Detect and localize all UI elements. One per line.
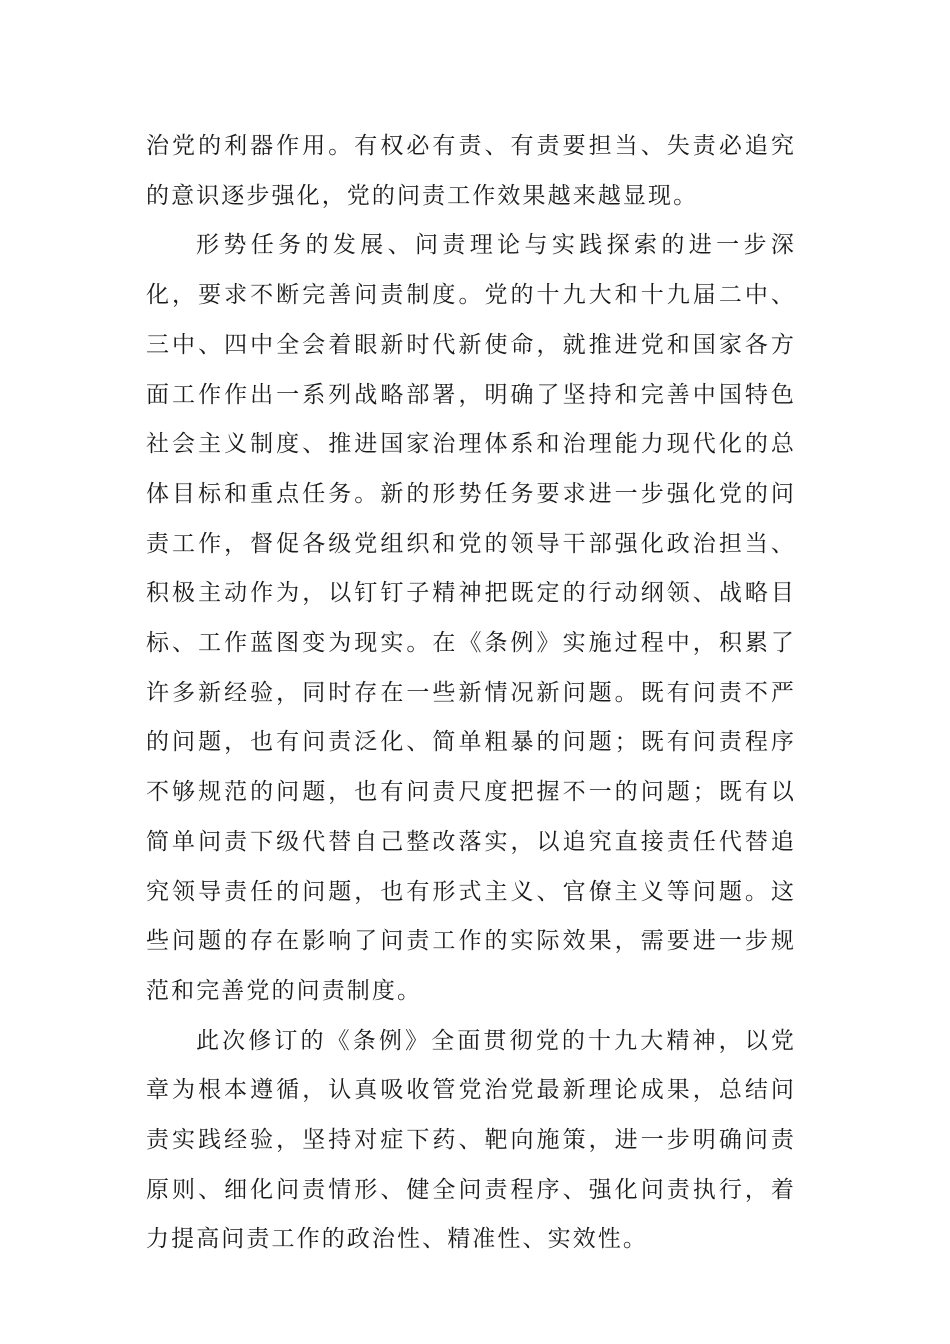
document-body bbox=[146, 122, 796, 1265]
paragraph-1: 治党的利器作用。有权必有责、有责要担当、失责必追究的意识逐步强化，党的问责工作效果越来越显现。 bbox=[146, 133, 796, 209]
paragraph-2: 形势任务的发展、问责理论与实践探索的进一步深化，要求不断完善问责制度。党的十九大和十九届二中、三中、四中全会着眼新时代新使命，就推进党和国家各方面工作作出一系列战略部署，明确了坚持和完善中国特色社会主义制度、推进国家治理体系和治理能力现代化的总体目标和重点任务。新的形势任务要求进一步强化党的问责工作，督促各级党组织和党的领导干部强化政治担当、积极主动作为，以钉钉子精神把既定的行动纲领、战略目标、工作蓝图变为现实。在《条例》实施过程中，积累了许多新经验，同时存在一些新情况新问题。既有问责不严的问题，也有问责泛化、简单粗暴的问题；既有问责程序不够规范的问题，也有问责尺度把握不一的问题；既有以简单问责下级代替自己整改落实，以追究直接责任代替追究领导责任的问题，也有形式主义、官僚主义等问题。这些问题的存在影响了问责工作的实际效果，需要进一步规范和完善党的问责制度。 bbox=[146, 232, 796, 1004]
paragraph-3: 此次修订的《条例》全面贯彻党的十九大精神，以党章为根本遵循，认真吸收管党治党最新理论成果，总结问责实践经验，坚持对症下药、靶向施策，进一步明确问责原则、细化问责情形、健全问责程序、强化问责执行，着力提高问责工作的政治性、精准性、实效性。 bbox=[146, 1027, 796, 1253]
